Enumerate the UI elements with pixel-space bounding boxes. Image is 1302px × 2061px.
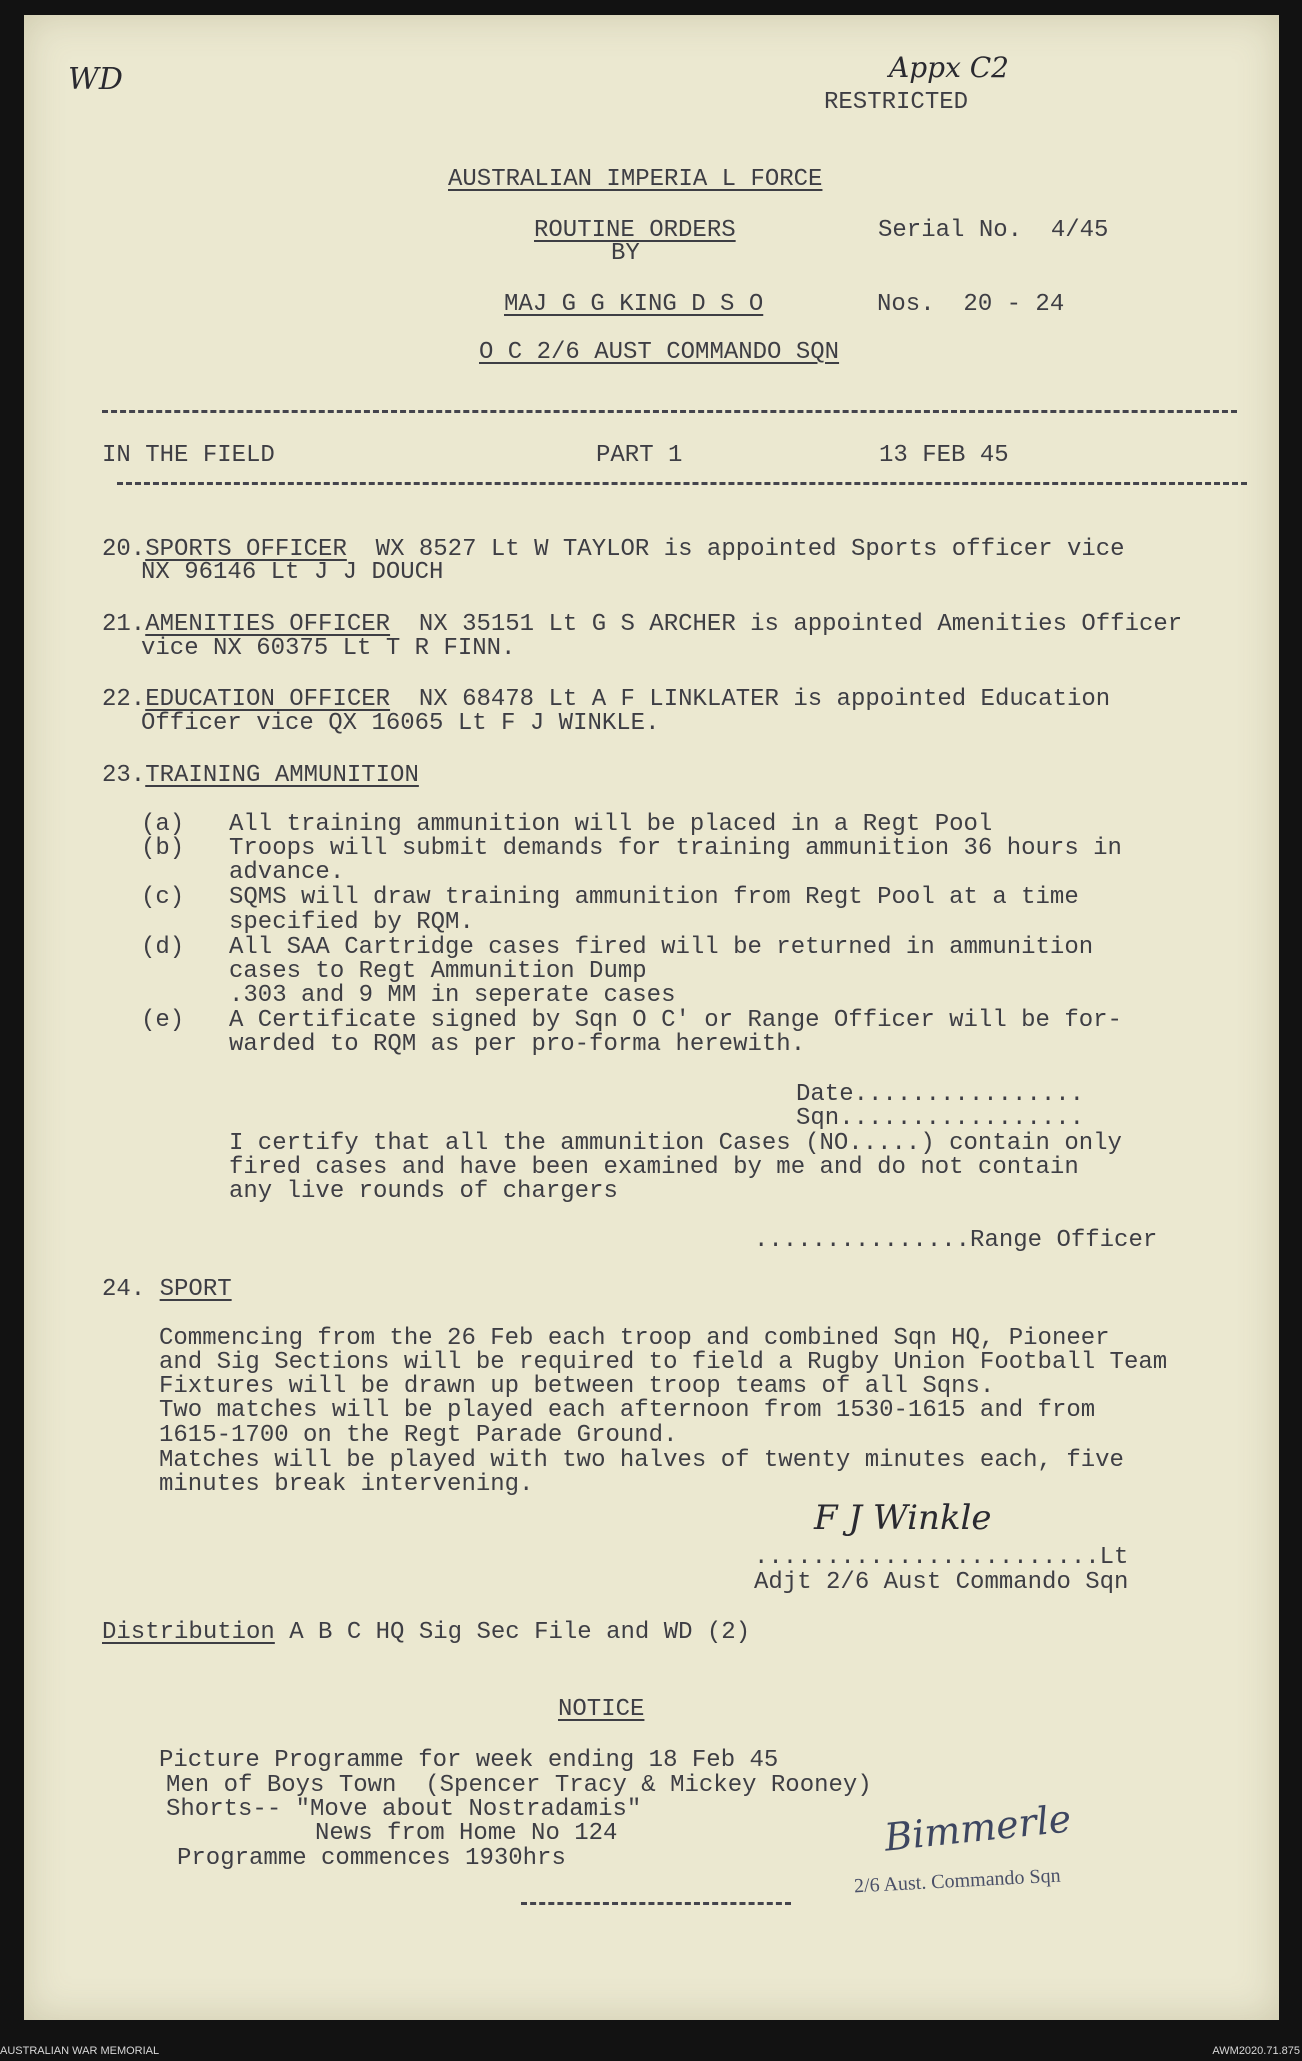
sport-line2: and Sig Sections will be required to field a Rugby Union Football Team (159, 1349, 1168, 1376)
sub-label-b: (b) (141, 835, 185, 862)
item-20-line2: NX 96146 Lt J J DOUCH (141, 559, 444, 586)
sport-line1: Commencing from the 26 Feb each troop and combined Sqn HQ, Pioneer (159, 1325, 1110, 1352)
separator-bottom (117, 482, 1247, 485)
item-number: 20. (102, 536, 146, 563)
adjutant-title: Adjt 2/6 Aust Commando Sqn (754, 1569, 1129, 1596)
certificate-line3: any live rounds of chargers (229, 1178, 618, 1205)
item-title: EDUCATION OFFICER (145, 686, 391, 713)
distribution (102, 1620, 750, 1646)
sub-c-line1: SQMS will draw training ammunition from Regt Pool at a time (229, 884, 1079, 911)
order-numbers: Nos. 20 - 24 (877, 291, 1065, 318)
distribution-label: Distribution (102, 1619, 275, 1646)
routine-orders-title: ROUTINE ORDERS (534, 217, 736, 244)
certificate-line2: fired cases and have been examined by me and do not contain (229, 1154, 1079, 1181)
sub-d-line2: cases to Regt Ammunition Dump (229, 958, 647, 985)
sport-line6: Matches will be played with two halves of twenty minutes each, five (159, 1447, 1124, 1474)
item-23 (102, 763, 419, 789)
adjutant-signature: F J Winkle (814, 1498, 992, 1538)
unit-stamp: 2/6 Aust. Commando Sqn (853, 1864, 1062, 1898)
item-number: 24. (102, 1276, 146, 1303)
serial-number: Serial No. 4/45 (878, 217, 1109, 244)
distribution-list: A B C HQ Sig Sec File and WD (2) (274, 1619, 751, 1646)
separator-top (102, 410, 1237, 413)
notice-line3: Shorts-- "Move about Nostradamis" (166, 1796, 642, 1823)
signature-line: ........................Lt (754, 1544, 1129, 1571)
range-officer-line: ...............Range Officer (754, 1227, 1158, 1254)
footer-reference: AWM2020.71.875 (1212, 2045, 1300, 2057)
restricted-marking: RESTRICTED (824, 89, 969, 116)
sub-b-line1: Troops will submit demands for training ammunition 36 hours in (229, 835, 1122, 862)
item-text: WX 8527 Lt W TAYLOR is appointed Sports officer vice (346, 536, 1125, 563)
unit-name: O C 2/6 AUST COMMANDO SQN (479, 339, 840, 366)
stamp-signature: Bimmerle (882, 1796, 1074, 1860)
item-title: SPORT (159, 1276, 232, 1303)
item-number: 23. (102, 762, 146, 789)
notice-line4: News from Home No 124 (315, 1820, 618, 1847)
item-number: 22. (102, 686, 146, 713)
notice-line5: Programme commences 1930hrs (177, 1845, 566, 1872)
sub-e-line1: A Certificate signed by Sqn O C' or Range Officer will be for- (229, 1007, 1122, 1034)
sub-c-line2: specified by RQM. (229, 909, 474, 936)
item-21-line2: vice NX 60375 Lt T R FINN. (141, 635, 516, 662)
force-title: AUSTRALIAN IMPERIA L FORCE (448, 166, 823, 193)
certificate-line1: I certify that all the ammunition Cases (NO.....) contain only (229, 1130, 1122, 1157)
item-title: AMENITIES OFFICER (145, 611, 391, 638)
margin-note-wd: WD (68, 62, 123, 97)
sport-line5: 1615-1700 on the Regt Parade Ground. (159, 1422, 678, 1449)
sub-label-a: (a) (141, 811, 185, 838)
item-22-line2: Officer vice QX 16065 Lt F J WINKLE. (141, 710, 660, 737)
sub-a-line1: All training ammunition will be placed in a Regt Pool (229, 811, 993, 838)
order-date: 13 FEB 45 (879, 442, 1009, 469)
by-label: BY (611, 240, 640, 267)
sport-line3: Fixtures will be drawn up between troop teams of all Sqns. (159, 1373, 995, 1400)
notice-line2: Men of Boys Town (Spencer Tracy & Mickey Rooney) (166, 1772, 872, 1799)
sub-d-line3: .303 and 9 MM in seperate cases (229, 982, 676, 1009)
item-text: NX 35151 Lt G S ARCHER is appointed Amenities Officer (390, 611, 1183, 638)
sub-e-line2: warded to RQM as per pro-forma herewith. (229, 1031, 806, 1058)
sport-line7: minutes break intervening. (159, 1471, 534, 1498)
sub-b-line2: advance. (229, 859, 345, 886)
sub-label-e: (e) (141, 1007, 185, 1034)
sub-label-d: (d) (141, 934, 185, 961)
item-number: 21. (102, 611, 146, 638)
sport-line4: Two matches will be played each afternoon from 1530-1615 and from (159, 1397, 1096, 1424)
sub-label-c: (c) (141, 884, 185, 911)
closing-rule (521, 1902, 791, 1905)
part-label: PART 1 (596, 442, 683, 469)
document-page (24, 15, 1279, 2020)
location: IN THE FIELD (102, 442, 275, 469)
item-24 (102, 1277, 232, 1303)
certificate-date-line: Date................ (796, 1081, 1085, 1108)
notice-title: NOTICE (558, 1696, 645, 1723)
notice-line1: Picture Programme for week ending 18 Feb 45 (159, 1747, 779, 1774)
sub-d-line1: All SAA Cartridge cases fired will be returned in ammunition (229, 934, 1094, 961)
footer-credit: AUSTRALIAN WAR MEMORIAL (0, 2045, 160, 2057)
item-text: NX 68478 Lt A F LINKLATER is appointed Education (390, 686, 1111, 713)
commander-name: MAJ G G KING D S O (504, 291, 764, 318)
item-title: TRAINING AMMUNITION (145, 762, 419, 789)
margin-note-appx: Appx C2 (889, 51, 1009, 84)
item-title: SPORTS OFFICER (145, 536, 347, 563)
certificate-sqn-line: Sqn................. (796, 1105, 1085, 1132)
